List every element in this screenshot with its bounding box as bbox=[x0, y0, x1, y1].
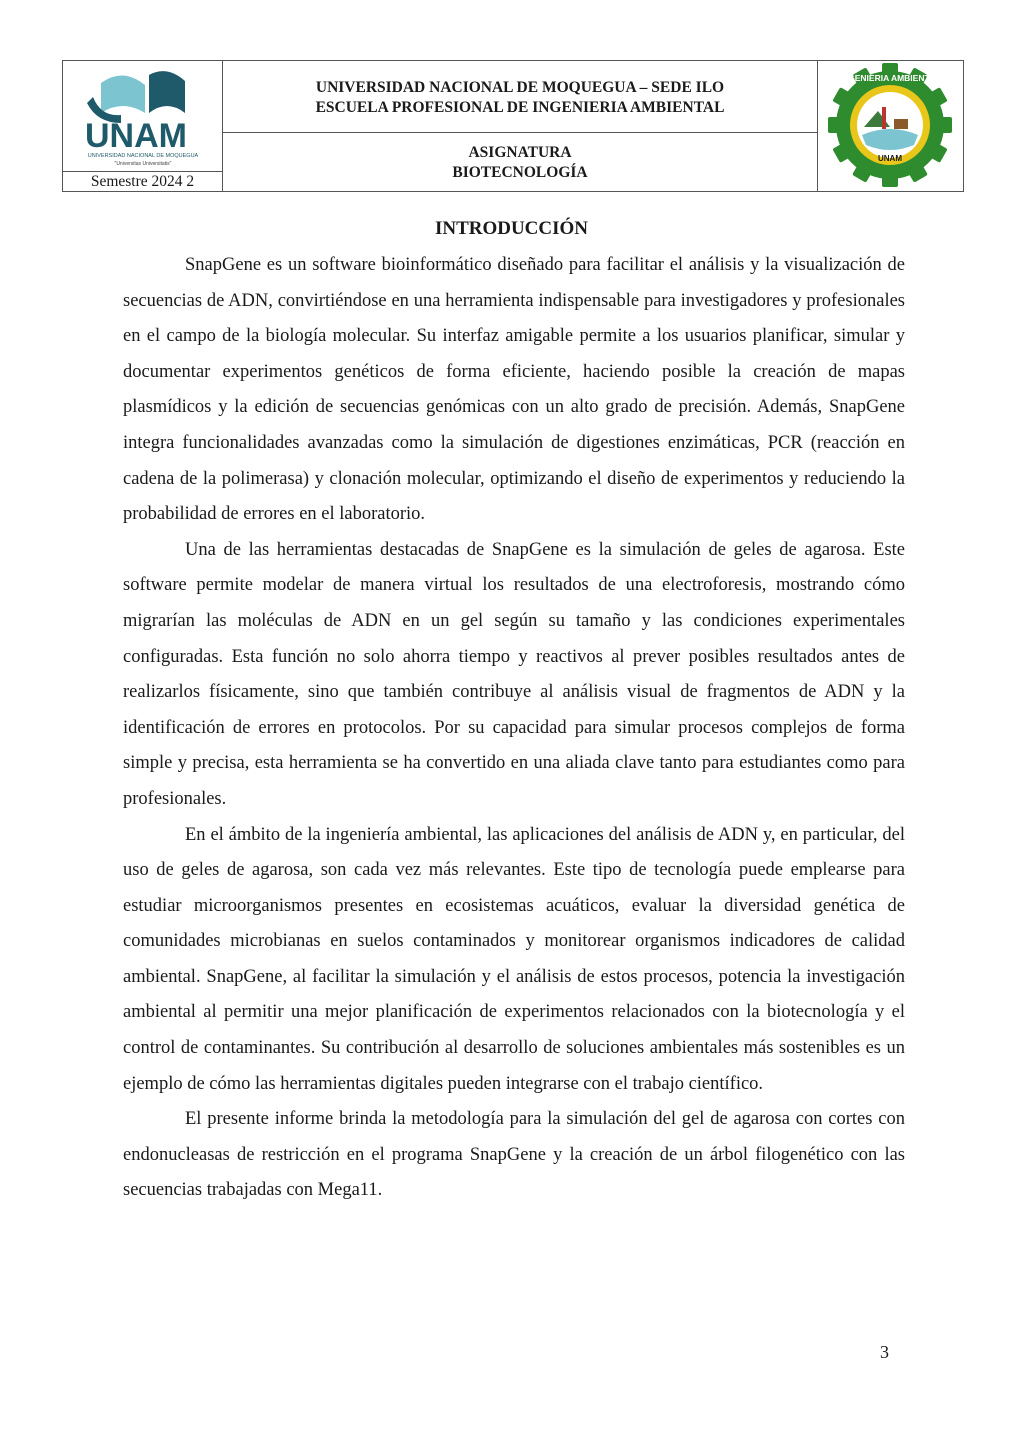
unam-logo-cell bbox=[63, 61, 223, 191]
subject-block bbox=[222, 133, 818, 191]
section-title: INTRODUCCIÓN bbox=[434, 218, 589, 239]
paragraph: Una de las herramientas destacadas de SnapGene es la simulación de geles de agarosa. Este software permite modelar de manera virtual los resultados de una electroforesis, mostrando cómo migrarían las moléculas de ADN en un gel según su tamaño y las condiciones experimentales configuradas. Esta función no solo ahorra tiempo y reactivos al prever posibles resultados antes de realizarlos físicamente, sino que también contribuye al análisis visual de fragmentos de ADN y la identificación de errores en protocolos. Por su capacidad para simular procesos complejos de forma simple y precisa, esta herramienta se ha convertido en una aliada clave tanto para estudiantes como para profesionales. bbox=[123, 539, 905, 809]
introduction-body bbox=[123, 248, 905, 1209]
faculty-logo-cell bbox=[817, 61, 963, 191]
school-name: ESCUELA PROFESIONAL DE INGENIERIA AMBIENTAL bbox=[315, 99, 725, 116]
logo-ring-text: INGENIERIA AMBIENTAL bbox=[839, 73, 941, 83]
subject-name: BIOTECNOLOGÍA bbox=[452, 164, 588, 181]
subject-label: ASIGNATURA bbox=[468, 144, 572, 161]
paragraph: El presente informe brinda la metodología para la simulación del gel de agarosa con cortes con endonucleasas de restricción en el programa SnapGene y la creación de un árbol filogenético con las secuencias trabajadas con Mega11. bbox=[123, 1109, 905, 1201]
unam-logo bbox=[63, 61, 222, 171]
semester-label: Semestre 2024 2 bbox=[63, 171, 222, 191]
paragraph: SnapGene es un software bioinformático diseñado para facilitar el análisis y la visualización de secuencias de ADN, convirtiéndose en una herramienta indispensable para investigadores y profesionales en el campo de la biología molecular. Su interfaz amigable permite a los usuarios planificar, simular y documentar experimentos genéticos de forma eficiente, haciendo posible la creación de mapas plasmídicos y la edición de secuencias genómicas con un alto grado de precisión. Además, SnapGene integra funcionalidades avanzadas como la simulación de digestiones enzimáticas, PCR (reacción en cadena de la polimerasa) y clonación molecular, optimizando el diseño de experimentos y reduciendo la probabilidad de errores en el laboratorio. bbox=[123, 255, 905, 525]
svg-text:UNAM: UNAM bbox=[878, 154, 902, 163]
university-name: UNIVERSIDAD NACIONAL DE MOQUEGUA – SEDE ILO bbox=[315, 79, 725, 96]
svg-text:"Universitas Universitatis": "Universitas Universitatis" bbox=[114, 161, 172, 167]
ingenieria-ambiental-logo bbox=[818, 61, 963, 191]
svg-text:UNAM: UNAM bbox=[85, 117, 187, 155]
document-header bbox=[62, 60, 964, 192]
svg-text:UNIVERSIDAD NACIONAL DE MOQUEG: UNIVERSIDAD NACIONAL DE MOQUEGUA bbox=[87, 153, 199, 159]
paragraph: En el ámbito de la ingeniería ambiental, las aplicaciones del análisis de ADN y, en particular, del uso de geles de agarosa, son cada vez más relevantes. Este tipo de tecnología puede emplearse para estudiar microorganismos presentes en ecosistemas acuáticos, evaluar la diversidad genética de comunidades microbianas en suelos contaminados y monitorear organismos indicadores de calidad ambiental. SnapGene, al facilitar la simulación y el análisis de estos procesos, potencia la investigación ambiental al permitir una mejor planificación de experimentos relacionados con la biotecnología y el control de contaminantes. Su contribución al desarrollo de soluciones ambientales más sostenibles es un ejemplo de cómo las herramientas digitales pueden integrarse con el trabajo científico. bbox=[123, 824, 905, 1094]
page-number: 3 bbox=[880, 1342, 889, 1362]
institution-title bbox=[222, 61, 818, 133]
